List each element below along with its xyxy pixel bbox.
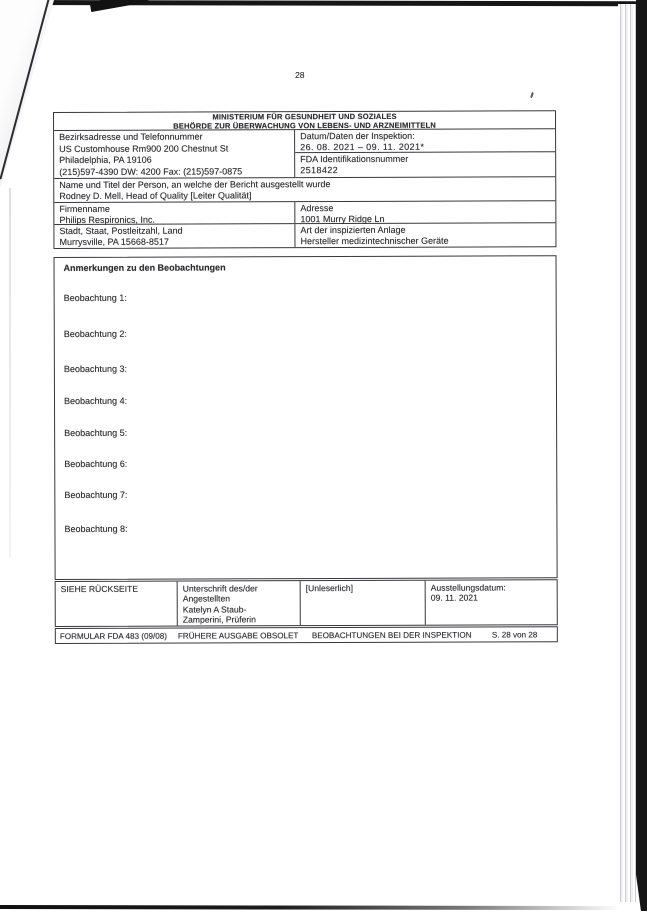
illegible-signature-cell: [Unleserlich] (301, 581, 426, 625)
scan-bottom-edge (0, 905, 620, 910)
form-footer-bar (55, 626, 558, 644)
city-state-cell (54, 224, 295, 248)
page-corner-shade (0, 0, 54, 188)
issue-date-cell (426, 580, 557, 624)
district-address-line3: (215)597-4390 DW: 4200 Fax: (215)597-0875 (59, 166, 243, 178)
dates-id-column (295, 129, 555, 177)
row-firm-address (54, 201, 555, 225)
street-address-cell (295, 201, 555, 223)
observation-item-2: Beobachtung 2: (63, 328, 127, 339)
observation-item-6: Beobachtung 6: (64, 458, 128, 469)
scan-top-fold (90, 0, 149, 12)
observation-item-4: Beobachtung 4: (63, 395, 128, 406)
district-address-line2: Philadelphia, PA 19106 (59, 155, 152, 166)
page-stack-edges (618, 4, 636, 902)
district-address-cell (54, 130, 295, 178)
fda-id-cell (295, 152, 555, 177)
facility-type-cell (295, 223, 555, 247)
footer-page-info: S. 28 von 28 (491, 629, 538, 639)
fda-id-label: FDA Identifikationsnummer (300, 153, 409, 165)
firm-name-cell (54, 202, 295, 224)
see-reverse-cell: SIEHE RÜCKSEITE (56, 582, 178, 626)
street-address-value: 1001 Murry Ridge Ln (300, 213, 385, 224)
inspection-dates-cell (295, 129, 555, 153)
agency-header-line1: MINISTERIUM FÜR GESUNDHEIT UND SOZIALES (212, 111, 397, 122)
row-city-type (54, 223, 555, 248)
firm-name-label: Firmenname (59, 203, 110, 214)
district-address-line1: US Customhouse Rm900 200 Chestnut St (59, 143, 229, 154)
issue-date-value: 09. 11. 2021 (430, 592, 478, 604)
row-address-dates (54, 129, 555, 179)
observation-item-3: Beobachtung 3: (63, 363, 127, 374)
fda-id-value: 2518422 (300, 165, 339, 176)
employee-name-line1: Katelyn A Staub- (182, 604, 247, 615)
footer-form-id: FORMULAR FDA 483 (09/08) (59, 631, 167, 641)
form-header-table (53, 110, 556, 249)
facility-type-value: Hersteller medizintechnischer Geräte (300, 235, 449, 246)
facility-type-label: Art der inspizierten Anlage (300, 224, 406, 236)
recipient-label: Name und Titel der Person, an welche der Bericht ausgestellt wurde (59, 179, 331, 190)
signature-row (55, 579, 558, 627)
city-state-label: Stadt, Staat, Postleitzahl, Land (59, 225, 183, 236)
inspection-dates-value: 26. 08. 2021 – 09. 11. 2021* (300, 141, 425, 153)
agency-header (54, 111, 555, 131)
issue-date-label: Ausstellungsdatum: (430, 582, 506, 593)
observation-item-8: Beobachtung 8: (64, 523, 128, 534)
employee-signature-label-line1: Unterschrift des/der (182, 583, 258, 594)
observations-heading: Anmerkungen zu den Beobachtungen (63, 262, 226, 273)
observation-item-1: Beobachtung 1: (63, 292, 127, 303)
scan-right-edge (636, 0, 647, 911)
page-number: 28 (295, 70, 305, 80)
employee-name-line2: Zamperini, Prüferin (182, 614, 256, 625)
scan-left-streak (9, 188, 11, 558)
footer-obsolete-note: FRÜHERE AUSGABE OBSOLET (177, 630, 299, 641)
employee-signature-label-line2: Angestellten (182, 593, 231, 604)
employee-signature-cell (178, 581, 301, 625)
observation-item-7: Beobachtung 7: (64, 489, 128, 500)
pen-tick-mark (530, 92, 533, 98)
footer-form-title: BEOBACHTUNGEN BEI DER INSPEKTION (311, 630, 472, 640)
firm-name-value: Philips Respironics, Inc. (59, 214, 155, 225)
inspection-dates-label: Datum/Daten der Inspektion: (300, 130, 415, 142)
city-state-value: Murrysville, PA 15668-8517 (59, 236, 169, 247)
observations-box (54, 255, 558, 580)
recipient-value: Rodney D. Mell, Head of Quality [Leiter Qualität] (59, 190, 252, 202)
district-address-label: Bezirksadresse und Telefonnummer (59, 131, 203, 142)
fda-483-form (53, 110, 556, 641)
agency-header-line2: BEHÖRDE ZUR ÜBERWACHUNG VON LEBENS- UND ARZNEIMITTELN (173, 120, 436, 131)
recipient-cell (54, 177, 555, 203)
observation-item-5: Beobachtung 5: (64, 427, 128, 438)
street-address-label: Adresse (300, 203, 334, 214)
